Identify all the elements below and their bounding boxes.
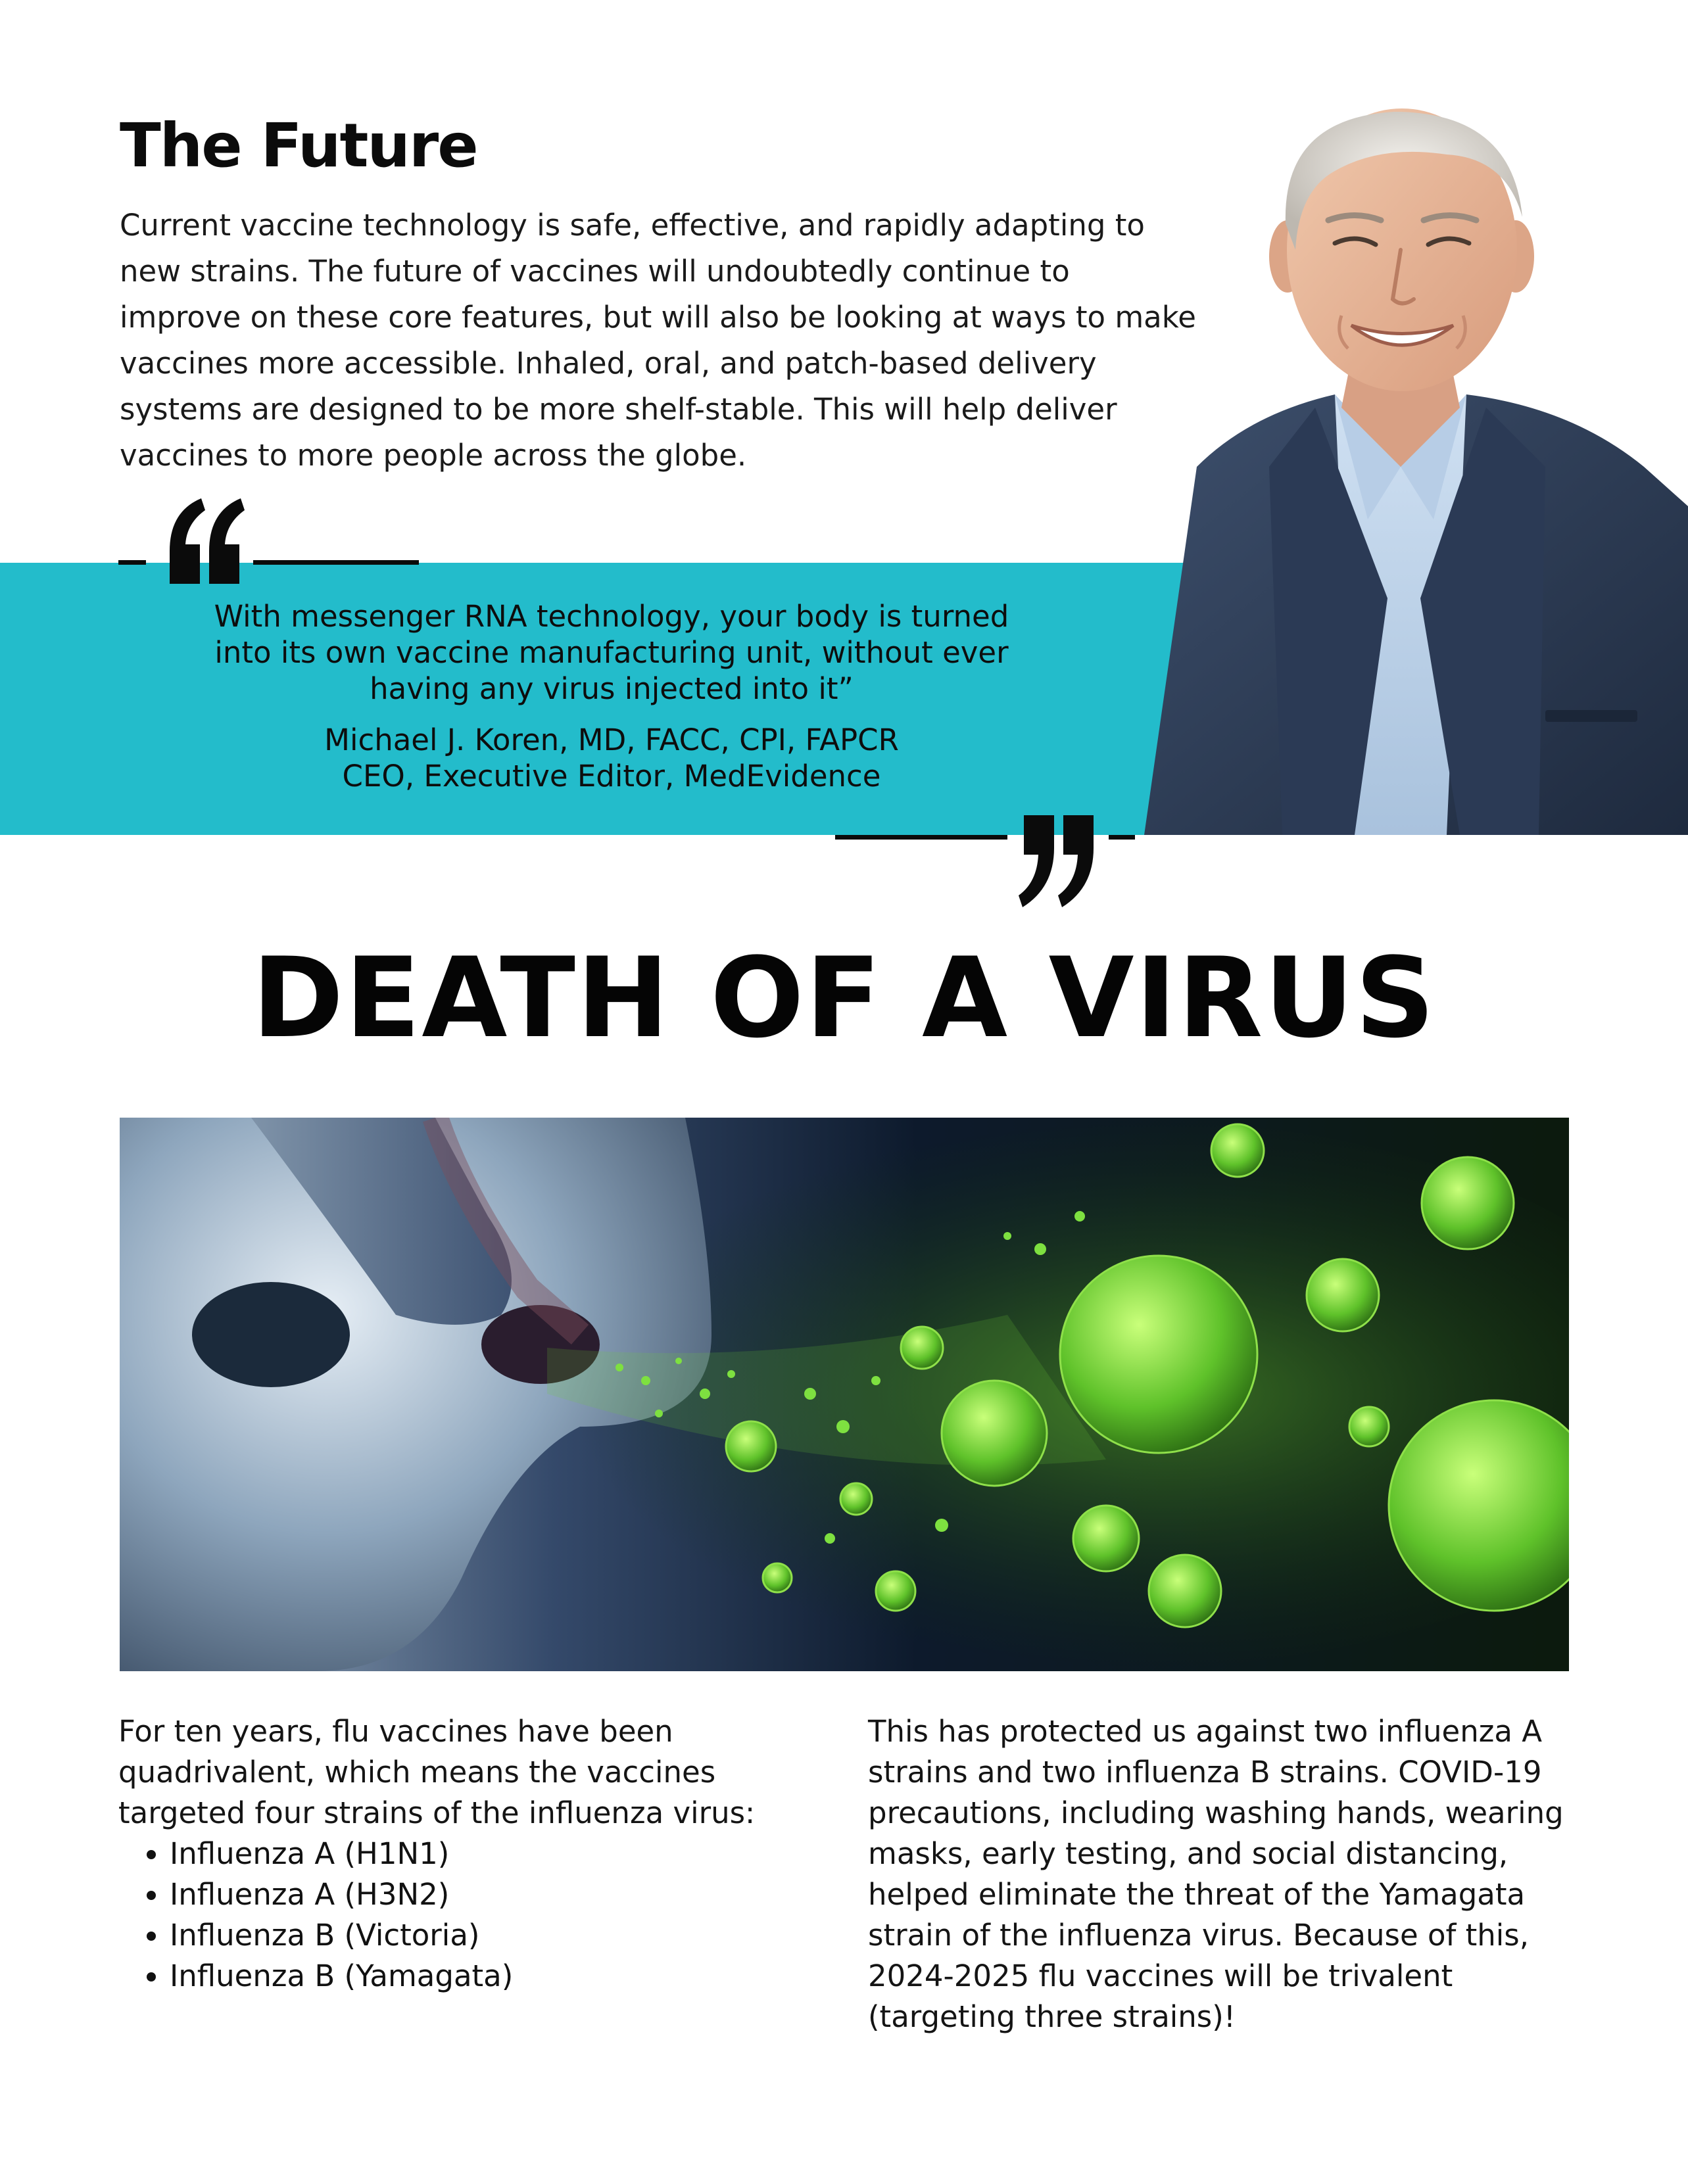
close-quote-icon	[1016, 815, 1101, 907]
list-item: • Influenza A (H1N1)	[170, 1834, 789, 1874]
left-column	[118, 1711, 789, 1997]
strain-list	[118, 1834, 789, 1997]
quote-author-name: Michael J. Koren, MD, FACC, CPI, FAPCR	[324, 723, 899, 757]
right-column	[868, 1711, 1585, 2037]
quote-text: With messenger RNA technology, your body is turned into its own vaccine manufacturing unit, without ever having any virus injected into it”	[214, 599, 1009, 706]
right-text: This has protected us against two influenza A strains and two influenza B strains. COVID-19 precautions, including washing hands, wearing masks, early testing, and social distancing, helped eliminate the threat of the Yamagata strain of the influenza virus. Because of this, 2024-2025 flu vaccines will be trivalent (targeting three strains)!	[868, 1714, 1564, 2034]
quote-dash-right-short	[1109, 835, 1135, 840]
quote-dash-left-long	[253, 560, 419, 565]
section-title: The Future	[120, 110, 477, 181]
quote-attribution	[210, 722, 1013, 794]
quote-author-title: CEO, Executive Editor, MedEvidence	[342, 759, 881, 794]
virus-illustration	[120, 1118, 1569, 1671]
virus-heading: DEATH OF A VIRUS	[252, 934, 1436, 1062]
future-paragraph: Current vaccine technology is safe, effective, and rapidly adapting to new strains. The future of vaccines will undoubtedly continue to improve on these core features, but will also be looking at ways to make vaccines more accessible. Inhaled, oral, and patch-based delivery systems are designed to be more shelf-stable. This will help deliver vaccines to more people across the globe.	[120, 208, 1196, 473]
quote-dash-right-long	[835, 835, 1007, 840]
quote-dash-left-short	[118, 560, 146, 565]
open-quote-icon	[162, 498, 247, 590]
list-item: • Influenza A (H3N2)	[170, 1874, 789, 1915]
list-item: • Influenza B (Yamagata)	[170, 1956, 789, 1997]
list-item: • Influenza B (Victoria)	[170, 1915, 789, 1956]
left-intro-text: For ten years, flu vaccines have been quadrivalent, which means the vaccines targeted four strains of the influenza virus:	[118, 1714, 756, 1830]
portrait-photo	[1118, 99, 1688, 835]
